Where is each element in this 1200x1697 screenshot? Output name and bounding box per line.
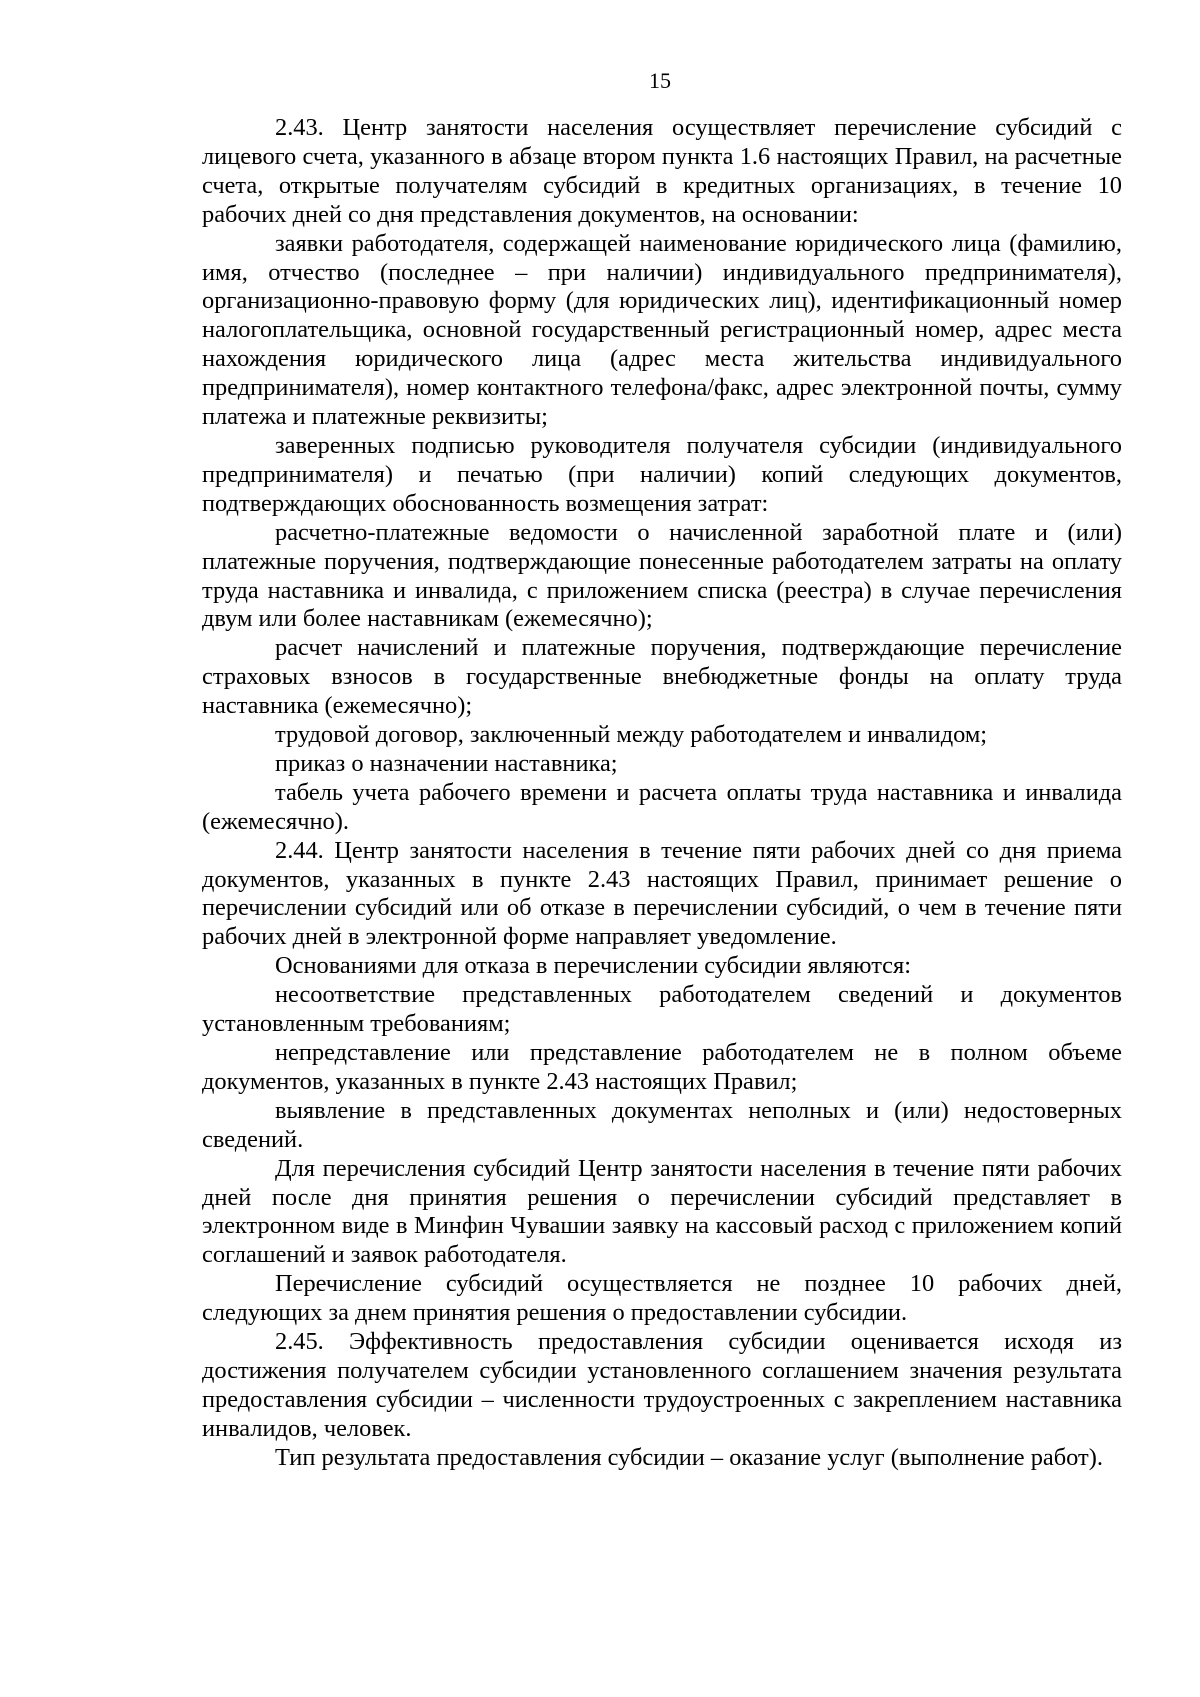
paragraph: расчет начислений и платежные поручения, подтверждающие перечисление страховых взносов в государственные внебюджетные фонды на оплату труда наставника (ежемесячно); [202,634,1122,720]
paragraph: Для перечисления субсидий Центр занятости населения в течение пяти рабочих дней после дня принятия решения о перечислении субсидий представляет в электронном виде в Минфин Чувашии заявку на кассовый расход с приложением копий соглашений и заявок работодателя. [202,1154,1122,1269]
paragraph: приказ о назначении наставника; [275,749,618,777]
paragraph: 2.44. Центр занятости населения в течение пяти рабочих дней со дня приема документов, указанных в пункте 2.43 настоящих Правил, принимает решение о перечислении субсидий или об отказе в перечислении субсидий, о чем в течение пяти рабочих дней в электронной форме направляет уведомление. [202,836,1122,951]
paragraph: Перечисление субсидий осуществляется не позднее 10 рабочих дней, следующих за днем принятия решения о предоставлении субсидии. [202,1270,1122,1327]
paragraph: заявки работодателя, содержащей наименование юридического лица (фамилию, имя, отчество (последнее – при наличии) индивидуального предпринимателя), организационно-правовую форму (для юридических лиц), идентификационный номер налогоплательщика, основной государственный регистрационный номер, адрес места нахождения юридического лица (адрес места жительства индивидуального предпринимателя), номер контактного телефона/факс, адрес электронной почты, сумму платежа и платежные реквизиты; [202,229,1122,431]
paragraph: Тип результата предоставления субсидии – оказание услуг (выполнение работ). [275,1443,1103,1471]
paragraph: выявление в представленных документах неполных и (или) недостоверных сведений. [202,1096,1122,1153]
document-body [202,114,1122,1473]
paragraph: непредставление или представление работодателем не в полном объеме документов, указанных в пункте 2.43 настоящих Правил; [202,1039,1122,1095]
paragraph: заверенных подписью руководителя получателя субсидии (индивидуального предпринимателя) и печатью (при наличии) копий следующих документов, подтверждающих обоснованность возмещения затрат: [202,431,1122,517]
paragraph: несоответствие представленных работодателем сведений и документов установленным требованиям; [202,981,1122,1038]
paragraph: 2.43. Центр занятости населения осуществляет перечисление субсидий с лицевого счета, указанного в абзаце втором пункта 1.6 настоящих Правил, на расчетные счета, открытые получателям субсидий в кредитных организациях, в течение 10 рабочих дней со дня представления документов, на основании: [202,114,1122,228]
paragraph: 2.45. Эффективность предоставления субсидии оценивается исходя из достижения получателем субсидии установленного соглашением значения результата предоставления субсидии – численности трудоустроенных с закреплением наставника инвалидов, человек. [202,1328,1122,1442]
paragraph: трудовой договор, заключенный между работодателем и инвалидом; [275,721,988,749]
paragraph: табель учета рабочего времени и расчета оплаты труда наставника и инвалида (ежемесячно). [202,778,1122,835]
paragraph: Основаниями для отказа в перечислении субсидии являются: [275,952,911,980]
page-number: 15 [649,68,671,93]
paragraph: расчетно-платежные ведомости о начисленной заработной плате и (или) платежные поручения, подтверждающие понесенные работодателем затраты на оплату труда наставника и инвалида, с приложением списка (реестра) в случае перечисления двум или более наставникам (ежемесячно); [202,518,1122,633]
